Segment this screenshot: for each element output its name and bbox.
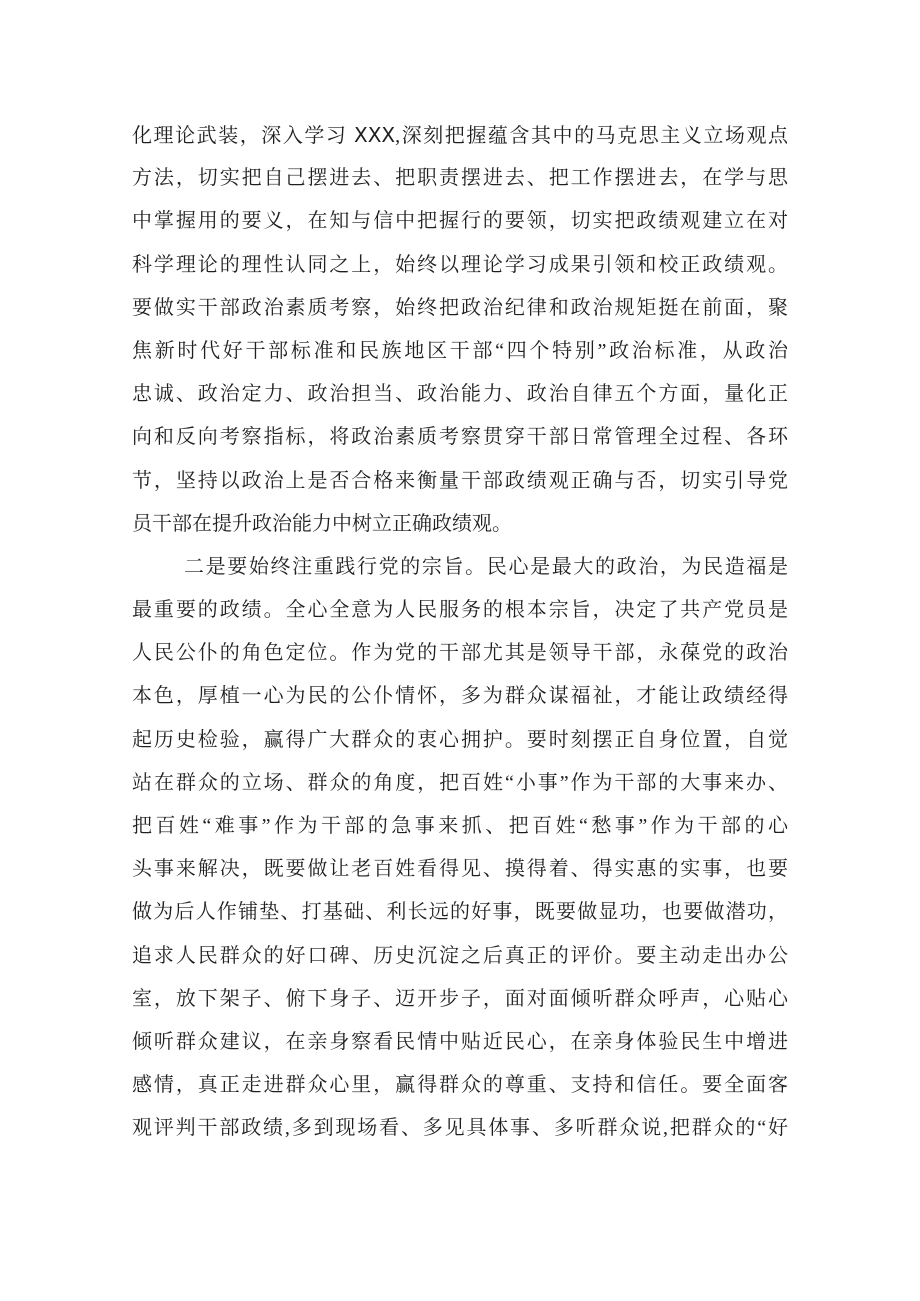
- text-line: 追求人民群众的好口碑、历史沉淀之后真正的评价。要主动走出办公: [132, 944, 788, 967]
- redacted-placeholder: XXX: [354, 123, 396, 147]
- text-line-paragraph-start: 二是要始终注重践行党的宗旨。民心是最大的政治，为民造福是: [184, 555, 788, 578]
- document-text-block: [132, 114, 788, 1151]
- text-line: 站在群众的立场、群众的角度，把百姓“小事”作为干部的大事来办、: [132, 771, 788, 794]
- text-line: 起历史检验，赢得广大群众的衷心拥护。要时刻摆正自身位置，自觉: [132, 728, 788, 751]
- text-line: 要做实干部政治素质考察，始终把政治纪律和政治规矩挺在前面，聚: [132, 296, 788, 319]
- text-line: 把百姓“难事”作为干部的急事来抓、把百姓“愁事”作为干部的心: [132, 815, 788, 837]
- text-line: 科学理论的理性认同之上，始终以理论学习成果引领和校正政绩观。: [132, 253, 788, 276]
- text-line: 感情，真正走进群众心里，赢得群众的尊重、支持和信任。要全面客: [132, 1074, 788, 1097]
- text-line: 最重要的政绩。全心全意为人民服务的根本宗旨，决定了共产党员是: [132, 599, 788, 622]
- text-line: 忠诚、政治定力、政治担当、政治能力、政治自律五个方面，量化正: [132, 383, 788, 406]
- text-line: 焦新时代好干部标准和民族地区干部“四个特别”政治标准，从政治: [132, 339, 788, 362]
- text-line: 室，放下架子、俯下身子、迈开步子，面对面倾听群众呼声，心贴心: [132, 987, 788, 1010]
- text-line-paragraph-end: 员干部在提升政治能力中树立正确政绩观。: [132, 512, 512, 535]
- text-line: 倾听群众建议，在亲身察看民情中贴近民心，在亲身体验民生中增进: [132, 1030, 788, 1053]
- text-line: 头事来解决，既要做让老百姓看得见、摸得着、得实惠的实事，也要: [132, 858, 788, 881]
- text-line: 观评判干部政绩,多到现场看、多见具体事、多听群众说,把群众的“好: [132, 1117, 788, 1140]
- text-segment: ,深刻把握蕴含其中的马克思主义立场观点: [395, 125, 789, 147]
- text-line: 人民公仆的角色定位。作为党的干部尤其是领导干部，永葆党的政治: [132, 642, 788, 665]
- text-line: [132, 114, 788, 157]
- text-line: 方法，切实把自己摆进去、把职责摆进去、把工作摆进去，在学与思: [132, 167, 788, 190]
- text-line: 本色，厚植一心为民的公仆情怀，多为群众谋福祉，才能让政绩经得: [132, 685, 788, 708]
- text-line: 节，坚持以政治上是否合格来衡量干部政绩观正确与否，切实引导党: [132, 469, 788, 492]
- text-segment: 化理论武装，深入学习: [132, 125, 355, 147]
- text-line: 中掌握用的要义，在知与信中把握行的要领，切实把政绩观建立在对: [132, 210, 788, 233]
- text-line: 向和反向考察指标，将政治素质考察贯穿干部日常管理全过程、各环: [132, 426, 788, 449]
- text-line: 做为后人作铺垫、打基础、利长远的好事，既要做显功，也要做潜功，: [132, 901, 788, 924]
